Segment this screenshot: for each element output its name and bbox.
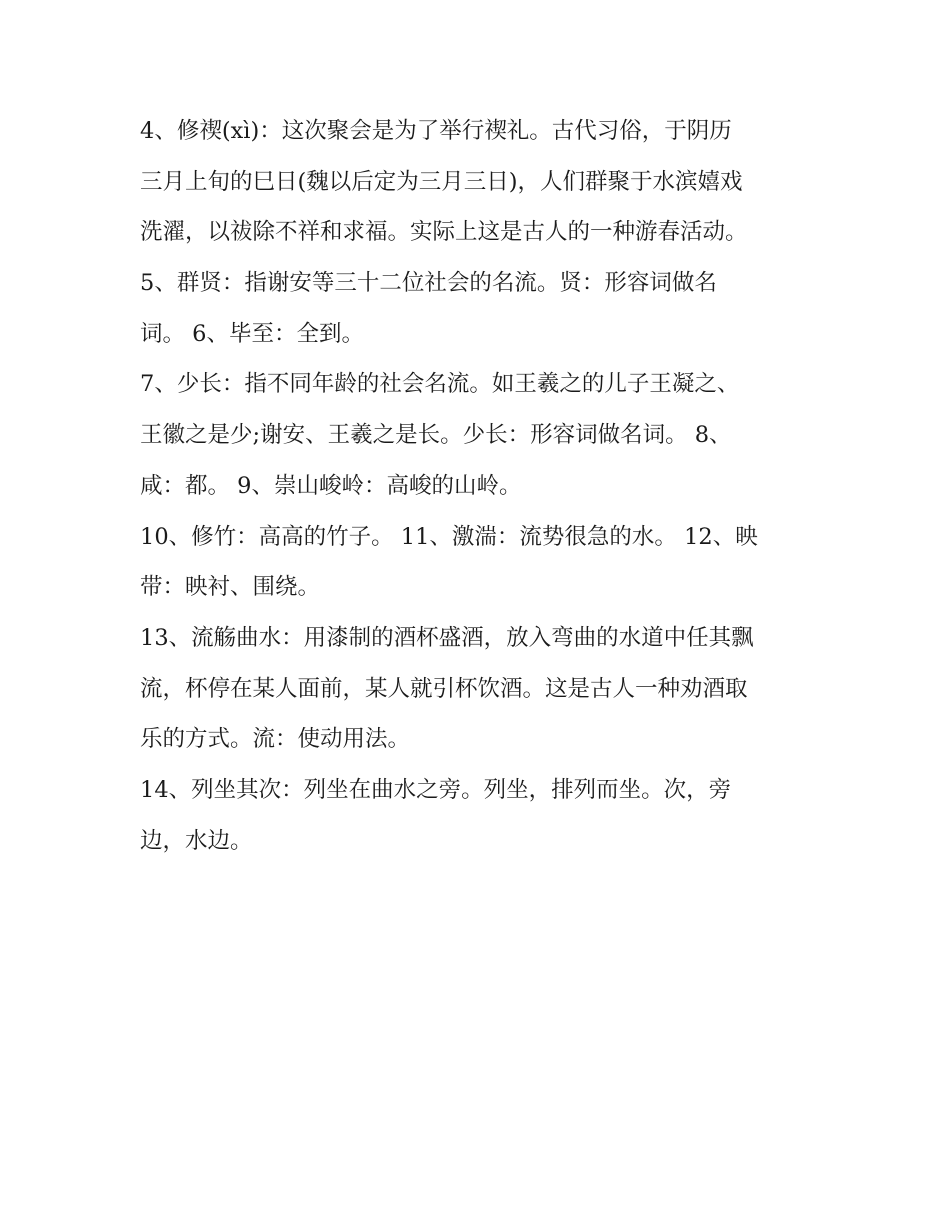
text-line: 流，杯停在某人面前，某人就引杯饮酒。这是古人一种劝酒取 [140,675,748,702]
text-line: 王徽之是少;谢安、王羲之是长。少长：形容词做名词。 8、 [140,422,732,449]
text-line: 三月上旬的巳日(魏以后定为三月三日)，人们群聚于水滨嬉戏 [140,168,743,195]
text-line: 词。 6、毕至：全到。 [140,320,364,347]
body-text [140,106,830,866]
text-line: 洗濯，以祓除不祥和求福。实际上这是古人的一种游春活动。 [140,219,748,246]
text-line: 5、群贤：指谢安等三十二位社会的名流。贤：形容词做名 [140,270,717,297]
text-line: 14、列坐其次：列坐在曲水之旁。列坐，排列而坐。次，旁 [140,776,732,803]
text-line: 4、修禊(xì)：这次聚会是为了举行禊礼。古代习俗，于阴历 [140,118,732,144]
text-line: 7、少长：指不同年龄的社会名流。如王羲之的儿子王凝之、 [140,371,740,398]
text-line: 10、修竹：高高的竹子。 11、激湍：流势很急的水。 12、映 [140,523,758,550]
text-line: 乐的方式。流：使动用法。 [140,726,411,753]
text-line: 带：映衬、围绕。 [140,574,321,601]
text-line: 13、流觞曲水：用漆制的酒杯盛酒，放入弯曲的水道中任其飘 [140,624,754,651]
text-line: 边，水边。 [140,827,253,854]
text-line: 咸：都。 9、崇山峻岭：高峻的山岭。 [140,472,522,499]
